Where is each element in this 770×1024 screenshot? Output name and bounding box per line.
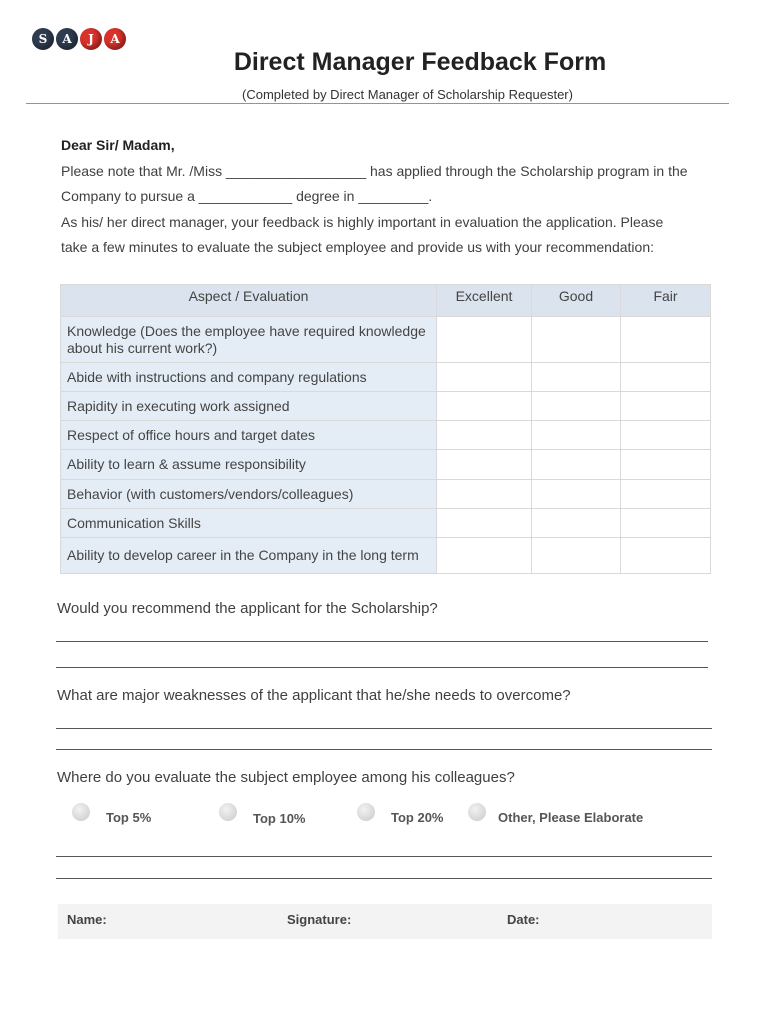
fair-cell[interactable] xyxy=(621,363,711,392)
excellent-cell[interactable] xyxy=(437,421,532,450)
radio-label: Top 5% xyxy=(106,810,152,825)
name-label: Name: xyxy=(67,912,107,927)
radio-label: Other, Please Elaborate xyxy=(498,810,644,825)
good-cell[interactable] xyxy=(532,392,621,421)
intro-paragraph xyxy=(61,133,711,261)
fair-cell[interactable] xyxy=(621,317,711,363)
logo-letter-a2: A xyxy=(104,28,126,50)
fair-cell[interactable] xyxy=(621,538,711,574)
answer-line[interactable] xyxy=(56,856,712,857)
aspect-label: Respect of office hours and target dates xyxy=(61,421,437,450)
logo-letter-j: J xyxy=(80,28,102,50)
radio-label: Top 20% xyxy=(391,810,444,825)
aspect-label: Ability to develop career in the Company in the long term xyxy=(61,538,437,574)
intro-line-3: As his/ her direct manager, your feedback is highly important in evaluation the application. Please xyxy=(61,213,664,230)
header-aspect: Aspect / Evaluation xyxy=(61,285,437,317)
radio-label: Top 10% xyxy=(253,811,306,826)
excellent-cell[interactable] xyxy=(437,363,532,392)
table-row xyxy=(61,421,711,450)
table-row xyxy=(61,538,711,574)
date-label: Date: xyxy=(507,912,540,927)
intro-line-2: Company to pursue a ____________ degree in _________. xyxy=(61,188,433,204)
excellent-cell[interactable] xyxy=(437,450,532,480)
aspect-label: Ability to learn & assume responsibility xyxy=(61,450,437,480)
table-row xyxy=(61,509,711,538)
ranking-radio-group xyxy=(72,803,712,827)
signature-bar xyxy=(58,904,712,939)
good-cell[interactable] xyxy=(532,363,621,392)
excellent-cell[interactable] xyxy=(437,480,532,509)
header-good: Good xyxy=(532,285,621,317)
answer-line[interactable] xyxy=(56,641,708,642)
aspect-label: Behavior (with customers/vendors/colleagues) xyxy=(61,480,437,509)
intro-line-1: Please note that Mr. /Miss __________________ has applied through the Scholarship program in the xyxy=(61,162,688,179)
question-recommend: Would you recommend the applicant for the Scholarship? xyxy=(57,600,438,617)
answer-line[interactable] xyxy=(56,878,712,879)
aspect-label: Communication Skills xyxy=(61,509,437,538)
page-title: Direct Manager Feedback Form xyxy=(233,48,607,76)
aspect-label: Rapidity in executing work assigned xyxy=(61,392,437,421)
aspect-label: Abide with instructions and company regulations xyxy=(61,363,437,392)
question-ranking: Where do you evaluate the subject employee among his colleagues? xyxy=(57,769,515,786)
radio-circle-icon[interactable] xyxy=(72,803,90,821)
table-header-row xyxy=(61,285,711,317)
fair-cell[interactable] xyxy=(621,392,711,421)
good-cell[interactable] xyxy=(532,421,621,450)
question-weaknesses: What are major weaknesses of the applicant that he/she needs to overcome? xyxy=(57,687,571,704)
table-row xyxy=(61,363,711,392)
radio-circle-icon[interactable] xyxy=(219,803,237,821)
good-cell[interactable] xyxy=(532,538,621,574)
fair-cell[interactable] xyxy=(621,480,711,509)
answer-line[interactable] xyxy=(56,749,712,750)
fair-cell[interactable] xyxy=(621,509,711,538)
radio-circle-icon[interactable] xyxy=(357,803,375,821)
intro-line-4: take a few minutes to evaluate the subject employee and provide us with your recommendation: xyxy=(61,239,654,255)
table-row xyxy=(61,392,711,421)
logo-letter-s: S xyxy=(32,28,54,50)
signature-label: Signature: xyxy=(287,912,352,927)
good-cell[interactable] xyxy=(532,450,621,480)
table-row xyxy=(61,480,711,509)
evaluation-table xyxy=(60,284,710,574)
good-cell[interactable] xyxy=(532,509,621,538)
excellent-cell[interactable] xyxy=(437,392,532,421)
header-excellent: Excellent xyxy=(437,285,532,317)
answer-line[interactable] xyxy=(56,728,712,729)
fair-cell[interactable] xyxy=(621,450,711,480)
radio-circle-icon[interactable] xyxy=(468,803,486,821)
header-divider xyxy=(26,103,729,104)
aspect-label: Knowledge (Does the employee have required knowledge about his current work?) xyxy=(61,317,437,363)
excellent-cell[interactable] xyxy=(437,509,532,538)
table-row xyxy=(61,317,711,363)
excellent-cell[interactable] xyxy=(437,538,532,574)
greeting: Dear Sir/ Madam, xyxy=(61,137,175,153)
table-row xyxy=(61,450,711,480)
answer-line[interactable] xyxy=(56,667,708,668)
good-cell[interactable] xyxy=(532,480,621,509)
header-fair: Fair xyxy=(621,285,711,317)
excellent-cell[interactable] xyxy=(437,317,532,363)
page-subtitle: (Completed by Direct Manager of Scholarship Requester) xyxy=(242,87,573,102)
logo-letter-a: A xyxy=(56,28,78,50)
fair-cell[interactable] xyxy=(621,421,711,450)
good-cell[interactable] xyxy=(532,317,621,363)
